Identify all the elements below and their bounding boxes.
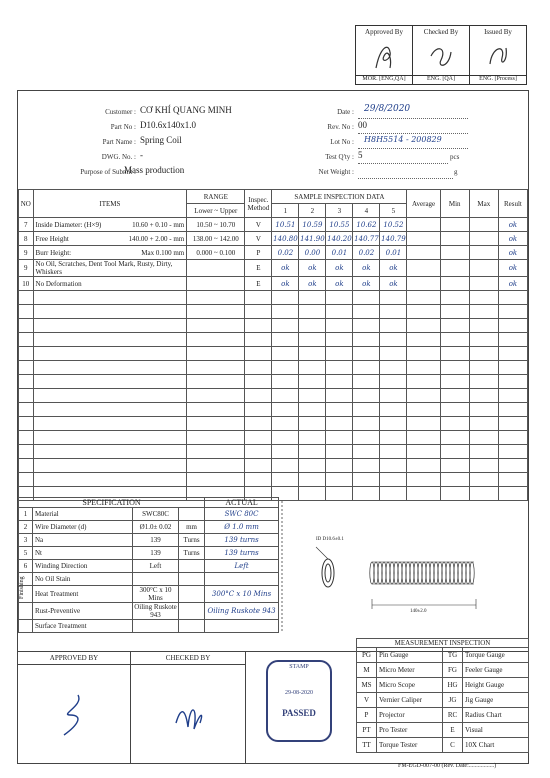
row-average [407, 260, 440, 277]
checked-by-bottom: CHECKED BY [131, 652, 245, 665]
row-range [187, 260, 245, 277]
sample-value: ok [326, 277, 353, 291]
lot-value: H8H5514 - 200829 [364, 135, 442, 144]
measurement-row [357, 738, 529, 753]
meas-code: MS [357, 678, 377, 693]
empty-row [19, 473, 528, 487]
specification-title: SPECIFICATION [19, 498, 205, 508]
meas-name: Radius Chart [463, 708, 529, 723]
sample-value: ok [380, 277, 407, 291]
sample-value: 10.55 [326, 218, 353, 232]
customer-value: CƠ KHÍ QUANG MINH [140, 105, 232, 115]
approver-role: MOR. [ENG,QA] [356, 75, 412, 82]
sample-value: ok [380, 260, 407, 277]
meas-name: Height Gauge [463, 678, 529, 693]
row-range: 10.50 ~ 10.70 [187, 218, 245, 232]
item-spec: 10.60 + 0.10 - mm [132, 220, 185, 229]
sample-value: 0.00 [299, 246, 326, 260]
col-sample-2: 2 [299, 204, 326, 218]
row-item [33, 277, 187, 291]
empty-row [19, 389, 528, 403]
spec-actual: Ø 1.0 mm [205, 521, 279, 534]
meas-name: Micro Meter [377, 663, 443, 678]
issuer-role: ENG. [Process] [470, 75, 526, 82]
meas-code: FG [443, 663, 463, 678]
item-name: Inside Diameter: (H×9) [35, 220, 102, 229]
row-result: ok [498, 277, 527, 291]
spec-no: 6 [19, 560, 33, 573]
row-no: 10 [19, 277, 34, 291]
weight-label: Net Weight : [318, 168, 354, 176]
spec-no [19, 603, 33, 620]
empty-row [19, 375, 528, 389]
customer-label: Customer : [105, 108, 136, 116]
item-spec: 140.00 + 2.00 - mm [128, 234, 185, 243]
spec-unit [179, 603, 205, 620]
spec-value [133, 620, 179, 633]
measurement-row [357, 693, 529, 708]
meas-name: Torque Gauge [463, 648, 529, 663]
header-info [18, 91, 528, 189]
spec-row [19, 547, 279, 560]
spring-drawing [280, 501, 520, 631]
qty-label: Test Q'ty : [325, 153, 354, 161]
spec-actual: Left [205, 560, 279, 573]
date-value: 29/8/2020 [364, 104, 411, 114]
approver-signature [370, 38, 398, 72]
row-min [440, 260, 469, 277]
item-spec: Max 0.100 mm [141, 248, 185, 257]
row-range [187, 277, 245, 291]
empty-row [19, 319, 528, 333]
col-sample-1: 1 [272, 204, 299, 218]
row-item [33, 246, 187, 260]
meas-code: TT [357, 738, 377, 753]
sample-value: 140.77 [353, 232, 380, 246]
spec-no [19, 620, 33, 633]
spec-no: 2 [19, 521, 33, 534]
col-sample-5: 5 [380, 204, 407, 218]
col-min: Min [440, 190, 469, 218]
row-item [33, 218, 187, 232]
spec-unit [179, 620, 205, 633]
sample-value: ok [326, 260, 353, 277]
row-method: P [245, 246, 272, 260]
row-result: ok [498, 260, 527, 277]
row-min [440, 218, 469, 232]
col-average: Average [407, 190, 440, 218]
spec-row [19, 508, 279, 521]
sample-value: ok [353, 260, 380, 277]
sample-value: 0.02 [272, 246, 299, 260]
row-no: 9 [19, 260, 34, 277]
row-method: V [245, 218, 272, 232]
spec-no: 5 [19, 547, 33, 560]
spec-value: Ø1.0± 0.02 [133, 521, 179, 534]
spec-name: Rust-Preventive [33, 603, 133, 620]
measurement-row [357, 648, 529, 663]
qty-value: 5 [358, 150, 363, 160]
meas-code: M [357, 663, 377, 678]
spec-unit: Turns [179, 534, 205, 547]
spec-name: Wire Diameter (d) [33, 521, 133, 534]
approval-box [355, 25, 527, 85]
row-average [407, 218, 440, 232]
row-no: 7 [19, 218, 34, 232]
row-max [469, 277, 498, 291]
measurement-row [357, 723, 529, 738]
spec-no: 1 [19, 508, 33, 521]
part-no-label: Part No : [110, 123, 136, 131]
spec-row [19, 586, 279, 603]
empty-row [19, 347, 528, 361]
spec-actual: Oiling Ruskote 943 [205, 603, 279, 620]
empty-row [19, 445, 528, 459]
rev-label: Rev. No : [327, 123, 354, 131]
sample-value: ok [299, 260, 326, 277]
part-name-value: Spring Coil [140, 135, 182, 145]
row-result: ok [498, 218, 527, 232]
col-sample: SAMPLE INSPECTION DATA [272, 190, 407, 204]
stamp-date: 29-08-2020 [285, 690, 313, 696]
sample-value: 140.80 [272, 232, 299, 246]
col-range-sub: Lower ~ Upper [187, 204, 245, 218]
rev-value: 00 [358, 120, 367, 130]
row-result: ok [498, 232, 527, 246]
row-max [469, 246, 498, 260]
checker-role: ENG. [QA] [413, 75, 469, 82]
measurement-title: MEASUREMENT INSPECTION [357, 639, 529, 648]
spec-name: Surface Treatment [33, 620, 133, 633]
date-label: Date : [337, 108, 354, 116]
row-item [33, 232, 187, 246]
spec-name: Material [33, 508, 133, 521]
meas-code: C [443, 738, 463, 753]
row-range: 138.00 ~ 142.00 [187, 232, 245, 246]
row-range: 0.000 ~ 0.100 [187, 246, 245, 260]
meas-name: Micro Scope [377, 678, 443, 693]
col-items: ITEMS [33, 190, 187, 218]
spec-row [19, 573, 279, 586]
item-name: Burr Height: [35, 248, 72, 257]
row-average [407, 277, 440, 291]
sample-value: 141.90 [299, 232, 326, 246]
inspection-sheet [17, 90, 529, 764]
spec-unit [179, 586, 205, 603]
row-max [469, 260, 498, 277]
finishing-label: Finishing [19, 576, 25, 599]
meas-name: Jig Gauge [463, 693, 529, 708]
purpose-value: Mass production [124, 165, 185, 175]
meas-code: JG [443, 693, 463, 708]
spec-name: No Oil Stain [33, 573, 133, 586]
spec-actual: SWC 80C [205, 508, 279, 521]
meas-name: Feeler Gauge [463, 663, 529, 678]
empty-row [19, 417, 528, 431]
spec-value: 300°C x 10 Mins [133, 586, 179, 603]
inspection-row [19, 277, 528, 291]
spec-value: 139 [133, 534, 179, 547]
empty-row [19, 361, 528, 375]
spec-actual: 139 turns [205, 534, 279, 547]
stamp [266, 660, 332, 742]
spec-row [19, 560, 279, 573]
spec-actual [205, 620, 279, 633]
meas-code: PT [357, 723, 377, 738]
approved-by-bottom: APPROVED BY [18, 652, 130, 665]
item-name: No Deformation [35, 279, 82, 288]
stamp-text: PASSED [282, 708, 316, 718]
col-max: Max [469, 190, 498, 218]
row-result: ok [498, 246, 527, 260]
spec-actual: 139 turns [205, 547, 279, 560]
meas-name: Torque Tester [377, 738, 443, 753]
spec-unit [179, 508, 205, 521]
sample-value: 10.52 [380, 218, 407, 232]
purpose-label: Purpose of Submit : [80, 168, 136, 176]
meas-code: PG [357, 648, 377, 663]
measurement-table [356, 638, 529, 753]
row-item [33, 260, 187, 277]
sample-value: 10.51 [272, 218, 299, 232]
row-method: E [245, 277, 272, 291]
empty-row [19, 305, 528, 319]
sample-value: 10.59 [299, 218, 326, 232]
meas-name: Visual [463, 723, 529, 738]
inspection-row [19, 260, 528, 277]
spec-name: Nt [33, 547, 133, 560]
meas-code: E [443, 723, 463, 738]
spec-actual [205, 573, 279, 586]
spec-row [19, 620, 279, 633]
spec-value [133, 573, 179, 586]
row-no: 8 [19, 232, 34, 246]
inspection-row [19, 232, 528, 246]
col-result: Result [498, 190, 527, 218]
sample-value: ok [299, 277, 326, 291]
spec-actual: 300°C x 10 Mins [205, 586, 279, 603]
dwg-label: DWG. No. : [101, 153, 136, 161]
weight-unit: g [454, 168, 458, 176]
meas-name: 10X Chart [463, 738, 529, 753]
empty-row [19, 291, 528, 305]
spec-name: Na [33, 534, 133, 547]
sample-value: 140.79 [380, 232, 407, 246]
spec-unit [179, 560, 205, 573]
meas-code: TG [443, 648, 463, 663]
approved-by-label: Approved By [365, 28, 403, 36]
measurement-row [357, 678, 529, 693]
inspection-table [18, 189, 528, 501]
inspection-row [19, 218, 528, 232]
spec-name: Winding Direction [33, 560, 133, 573]
empty-row [19, 403, 528, 417]
spec-row [19, 521, 279, 534]
row-min [440, 232, 469, 246]
inspection-row [19, 246, 528, 260]
meas-name: Vernier Caliper [377, 693, 443, 708]
col-sample-4: 4 [353, 204, 380, 218]
spec-value: 139 [133, 547, 179, 560]
issued-by-label: Issued By [484, 28, 512, 36]
row-average [407, 232, 440, 246]
meas-code: V [357, 693, 377, 708]
col-no: NO [19, 190, 34, 218]
spec-name: Heat Treatment [33, 586, 133, 603]
qty-unit: pcs [450, 153, 460, 161]
item-name: Free Height [35, 234, 69, 243]
row-max [469, 232, 498, 246]
approved-signature [44, 685, 104, 745]
empty-row [19, 459, 528, 473]
spec-value: Oiling Ruskote 943 [134, 603, 177, 619]
sample-value: 140.20 [326, 232, 353, 246]
stamp-top: STAMP [289, 664, 309, 670]
checked-signature [158, 683, 218, 743]
row-average [407, 246, 440, 260]
spec-row [19, 534, 279, 547]
row-min [440, 246, 469, 260]
sample-value: ok [353, 277, 380, 291]
checker-signature [427, 38, 455, 72]
spec-row [19, 603, 279, 620]
part-no-value: D10.6x140x1.0 [140, 120, 196, 130]
sample-value: ok [272, 277, 299, 291]
row-method: V [245, 232, 272, 246]
meas-name: Pin Gauge [377, 648, 443, 663]
spec-value: SWC80C [133, 508, 179, 521]
col-sample-3: 3 [326, 204, 353, 218]
specification-table [18, 497, 279, 633]
sample-value: 0.01 [326, 246, 353, 260]
sample-value: 0.02 [353, 246, 380, 260]
item-name: No Oil, Scratches, Dent Tool Mark, Rusty, Dirty, Whiskers [35, 260, 173, 276]
meas-name: Projector [377, 708, 443, 723]
spec-no: 3 [19, 534, 33, 547]
sample-value: 10.62 [353, 218, 380, 232]
empty-row [19, 333, 528, 347]
sample-value: ok [272, 260, 299, 277]
part-name-label: Part Name : [102, 138, 136, 146]
sample-value: 0.01 [380, 246, 407, 260]
issuer-signature [484, 38, 512, 72]
row-min [440, 277, 469, 291]
col-method: Inspec. Method [245, 190, 272, 218]
drawing-dim-id: ID D10.6±0.1 [316, 537, 344, 542]
spec-unit: Turns [179, 547, 205, 560]
meas-name: Pro Tester [377, 723, 443, 738]
dwg-value: - [140, 150, 143, 160]
measurement-row [357, 663, 529, 678]
actual-title: ACTUAL [205, 498, 279, 508]
spec-unit: mm [179, 521, 205, 534]
row-max [469, 218, 498, 232]
empty-row [19, 431, 528, 445]
row-method: E [245, 260, 272, 277]
lot-label: Lot No : [330, 138, 354, 146]
spec-unit [179, 573, 205, 586]
row-no: 9 [19, 246, 34, 260]
checked-by-label: Checked By [423, 28, 459, 36]
measurement-row [357, 708, 529, 723]
meas-code: P [357, 708, 377, 723]
drawing-dim-len: 140±2.0 [410, 609, 427, 614]
spec-value: Left [133, 560, 179, 573]
meas-code: HG [443, 678, 463, 693]
form-footer: FM-EGD-007-00 (Rev. Date:.................) [398, 763, 497, 769]
meas-code: RC [443, 708, 463, 723]
col-range: RANGE [187, 190, 245, 204]
